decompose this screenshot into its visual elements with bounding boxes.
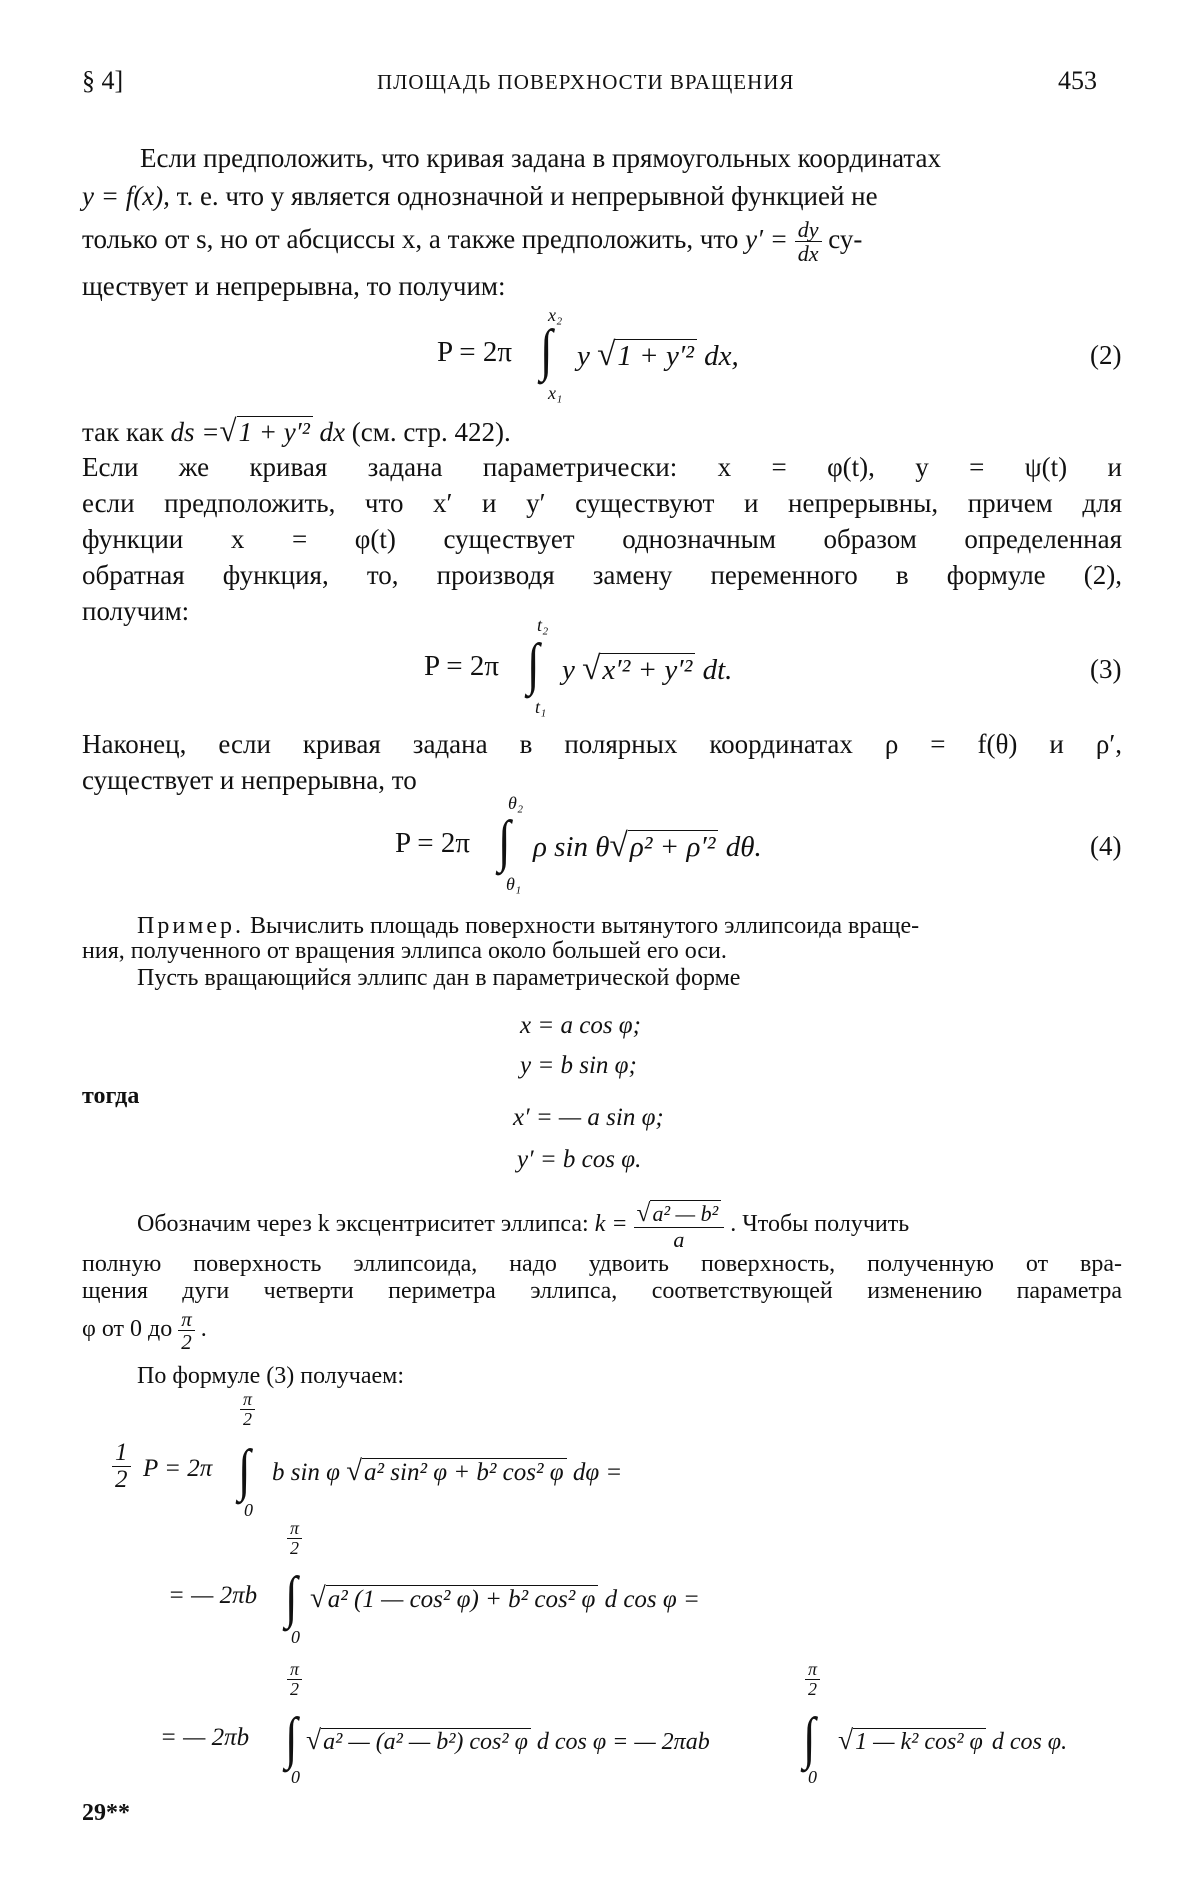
eq3-lhs: P = 2π <box>424 650 500 682</box>
example-line3: Пусть вращающийся эллипс дан в параметрической форме <box>137 965 741 991</box>
eccentricity-fraction <box>634 1200 725 1251</box>
func-eq: y = f(x), <box>82 181 170 211</box>
para2-line3: функции x = φ(t) существует однозначным образом определенная <box>82 524 1122 554</box>
ecc-numerator <box>634 1200 725 1228</box>
pi-numerator: π <box>178 1308 195 1331</box>
two-denominator: 2 <box>181 1330 192 1355</box>
para1-line2-rest: т. е. что y является однозначной и непрерывной функцией не <box>176 181 878 211</box>
eq2-integrand <box>577 336 739 374</box>
para4-line1-text: Обозначим через k эксцентриситет эллипса: <box>137 1210 589 1237</box>
eq3-integrand <box>562 650 732 688</box>
eq2-integrand-b: dx, <box>704 340 739 372</box>
param-dy: y′ = b cos φ. <box>517 1146 642 1173</box>
param-dx: x′ = — a sin φ; <box>513 1104 664 1131</box>
para2-line1: Если же кривая задана параметрически: x = φ(t), y = ψ(t) и <box>82 452 1122 482</box>
integral-sign: ∫ <box>540 317 553 382</box>
integral-sign: ∫ <box>498 808 511 873</box>
eq7-radicand: a² — (a² — b²) cos² φ <box>321 1728 531 1755</box>
page-number: 453 <box>1058 66 1097 95</box>
eq7-lhs: = — 2πb <box>160 1724 250 1751</box>
pi-over-two <box>178 1308 195 1353</box>
eq3-radicand: x′² + y′² <box>600 653 695 686</box>
para4-line1-end: . Чтобы получить <box>730 1210 910 1237</box>
eq4-lhs: P = 2π <box>395 827 471 859</box>
ecc-denominator: a <box>673 1226 685 1252</box>
eq7-lower-limit: 0 <box>291 1767 300 1787</box>
eq7-upper-limit <box>287 1660 302 1699</box>
para4-line3: щения дуги четверти периметра эллипса, соответствующей изменению параметра <box>82 1278 1122 1304</box>
eq5-radicand: a² sin² φ + b² cos² φ <box>362 1458 567 1486</box>
eq2-radicand: 1 + y′² <box>615 339 696 372</box>
eq3-number: (3) <box>1090 654 1122 684</box>
frac-denominator: dx <box>797 241 819 267</box>
eq5-upper-limit <box>240 1390 255 1429</box>
note-suffix: (см. стр. 422). <box>351 417 511 447</box>
para1-line4: ществует и непрерывна, то получим: <box>82 271 506 301</box>
eq6-lower-limit: 0 <box>291 1627 300 1647</box>
para4-line1 <box>137 1200 909 1251</box>
eq2-lhs: P = 2π <box>437 336 513 368</box>
example-label: Пример. <box>137 913 245 939</box>
eq7-integrand-2 <box>838 1724 1067 1756</box>
eq4-integrand-b: dθ. <box>725 831 762 863</box>
eq4-upper-limit: θ₂ <box>508 793 524 813</box>
running-head: ПЛОЩАДЬ ПОВЕРХНОСТИ ВРАЩЕНИЯ <box>377 70 795 94</box>
para1-line3-text: только от s, но от абсциссы x, а также предположить, что <box>82 223 739 254</box>
eq5-integrand <box>272 1455 622 1488</box>
note-eq-a: ds = <box>170 417 220 447</box>
eq7-mid: d cos φ = — 2πab <box>536 1729 710 1755</box>
eq5-integrand-a: b sin φ <box>272 1459 341 1486</box>
eq3-integrand-b: dt. <box>702 654 733 686</box>
eq4-integrand <box>533 827 762 865</box>
eq7-upper-limit-2 <box>805 1660 820 1699</box>
para1-line1: Если предположить, что кривая задана в прямоугольных координатах <box>140 143 942 173</box>
sqrt-icon: √ <box>306 1724 322 1755</box>
eq6-lhs: = — 2πb <box>168 1582 258 1609</box>
para1-line3-hyphen: су- <box>828 223 863 254</box>
para2-line4: обратная функция, то, производя замену переменного в формуле (2), <box>82 560 1122 590</box>
integral-sign: ∫ <box>238 1437 251 1502</box>
eq4-integrand-a: ρ sin θ <box>533 831 610 863</box>
eq4-lower-limit: θ₁ <box>506 874 522 894</box>
sqrt-icon: √ <box>582 650 601 687</box>
para4-line2: полную поверхность эллипсоида, надо удвоить поверхность, полученную от вра- <box>82 1251 1122 1277</box>
para1-line3 <box>82 218 862 265</box>
eq7-upper2-num: π <box>805 1660 820 1680</box>
eq7-upper-den: 2 <box>290 1678 300 1699</box>
dy-dx-fraction <box>795 218 822 265</box>
half-fraction <box>112 1440 131 1494</box>
para3-line1: Наконец, если кривая задана в полярных координатах ρ = f(θ) и ρ′, <box>82 729 1122 759</box>
half-den: 2 <box>115 1466 128 1494</box>
eq3-upper-limit: t₂ <box>537 615 549 635</box>
eq6-integrand <box>310 1582 700 1615</box>
eq5-upper-num: π <box>240 1390 255 1410</box>
sqrt-icon: √ <box>310 1582 326 1614</box>
para5: По формуле (3) получаем: <box>137 1363 404 1389</box>
eq2-note <box>82 413 511 450</box>
eq6-upper-num: π <box>287 1519 302 1539</box>
sqrt-icon: √ <box>838 1724 854 1755</box>
then-word: тогда <box>82 1083 140 1109</box>
note-eq-b: dx <box>319 417 346 447</box>
frac-numerator: dy <box>795 218 822 242</box>
eq7-upper-num: π <box>287 1660 302 1680</box>
k-eq: k = <box>594 1210 628 1237</box>
para1-line2 <box>82 178 878 214</box>
integral-sign: ∫ <box>527 631 540 696</box>
eq5-integrand-b: dφ = <box>572 1459 623 1486</box>
eq4-radicand: ρ² + ρ′² <box>628 830 719 863</box>
integral-sign: ∫ <box>285 1564 298 1629</box>
eq6-upper-den: 2 <box>290 1537 300 1558</box>
eq7-upper2-den: 2 <box>808 1678 818 1699</box>
eq6-upper-limit <box>287 1519 302 1558</box>
eq4-number: (4) <box>1090 831 1122 861</box>
integral-sign: ∫ <box>803 1705 816 1770</box>
para2-line5: получим: <box>82 596 190 626</box>
param-y: y = b sin φ; <box>520 1052 637 1079</box>
para2-line2: если предположить, что x′ и y′ существуют и непрерывны, причем для <box>82 488 1122 518</box>
para4-line4-text: φ от 0 до <box>82 1316 173 1343</box>
eq2-integrand-a: y <box>577 340 590 372</box>
eq7-radicand-2: 1 — k² cos² φ <box>853 1728 986 1755</box>
half-num: 1 <box>112 1440 131 1467</box>
sqrt-icon: √ <box>597 336 616 373</box>
printer-signature: 29** <box>82 1800 130 1826</box>
example-line1 <box>137 912 1122 940</box>
para4-line4-end: . <box>200 1316 207 1343</box>
eq7-integrand-b: d cos φ. <box>991 1729 1068 1755</box>
ecc-radicand: a² — b² <box>650 1200 721 1226</box>
example-line1-text: Вычислить площадь поверхности вытянутого эллипсоида враще- <box>250 913 920 939</box>
eq3-lower-limit: t₁ <box>535 697 547 717</box>
sqrt-icon: √ <box>219 413 237 448</box>
sqrt-icon: √ <box>609 827 628 864</box>
eq3-integrand-a: y <box>562 654 575 686</box>
eq6-radicand: a² (1 — cos² φ) + b² cos² φ <box>326 1585 599 1613</box>
example-line2: ния, полученного от вращения эллипса около большей его оси. <box>82 938 727 964</box>
note-prefix: так как <box>82 417 164 447</box>
eq7-integrand <box>306 1724 710 1756</box>
derivative-eq: y′ = <box>745 223 788 254</box>
integral-sign: ∫ <box>285 1705 298 1770</box>
eq7-lower-limit-2: 0 <box>808 1767 817 1787</box>
section-marker: § 4] <box>82 66 124 95</box>
note-radicand: 1 + y′² <box>237 416 313 447</box>
eq5-lhs: P = 2π <box>143 1455 213 1482</box>
para4-line4 <box>82 1308 207 1353</box>
eq5-lower-limit: 0 <box>244 1500 253 1520</box>
eq5-upper-den: 2 <box>243 1408 253 1429</box>
eq2-lower-limit: x₁ <box>548 383 563 403</box>
eq2-upper-limit: x₂ <box>548 305 563 325</box>
eq2-number: (2) <box>1090 340 1122 370</box>
param-x: x = a cos φ; <box>520 1012 641 1039</box>
eq6-integrand-b: d cos φ = <box>604 1586 700 1613</box>
para3-line2: существует и непрерывна, то <box>82 765 417 795</box>
sqrt-icon: √ <box>346 1455 363 1487</box>
sqrt-icon: √ <box>636 1199 651 1227</box>
